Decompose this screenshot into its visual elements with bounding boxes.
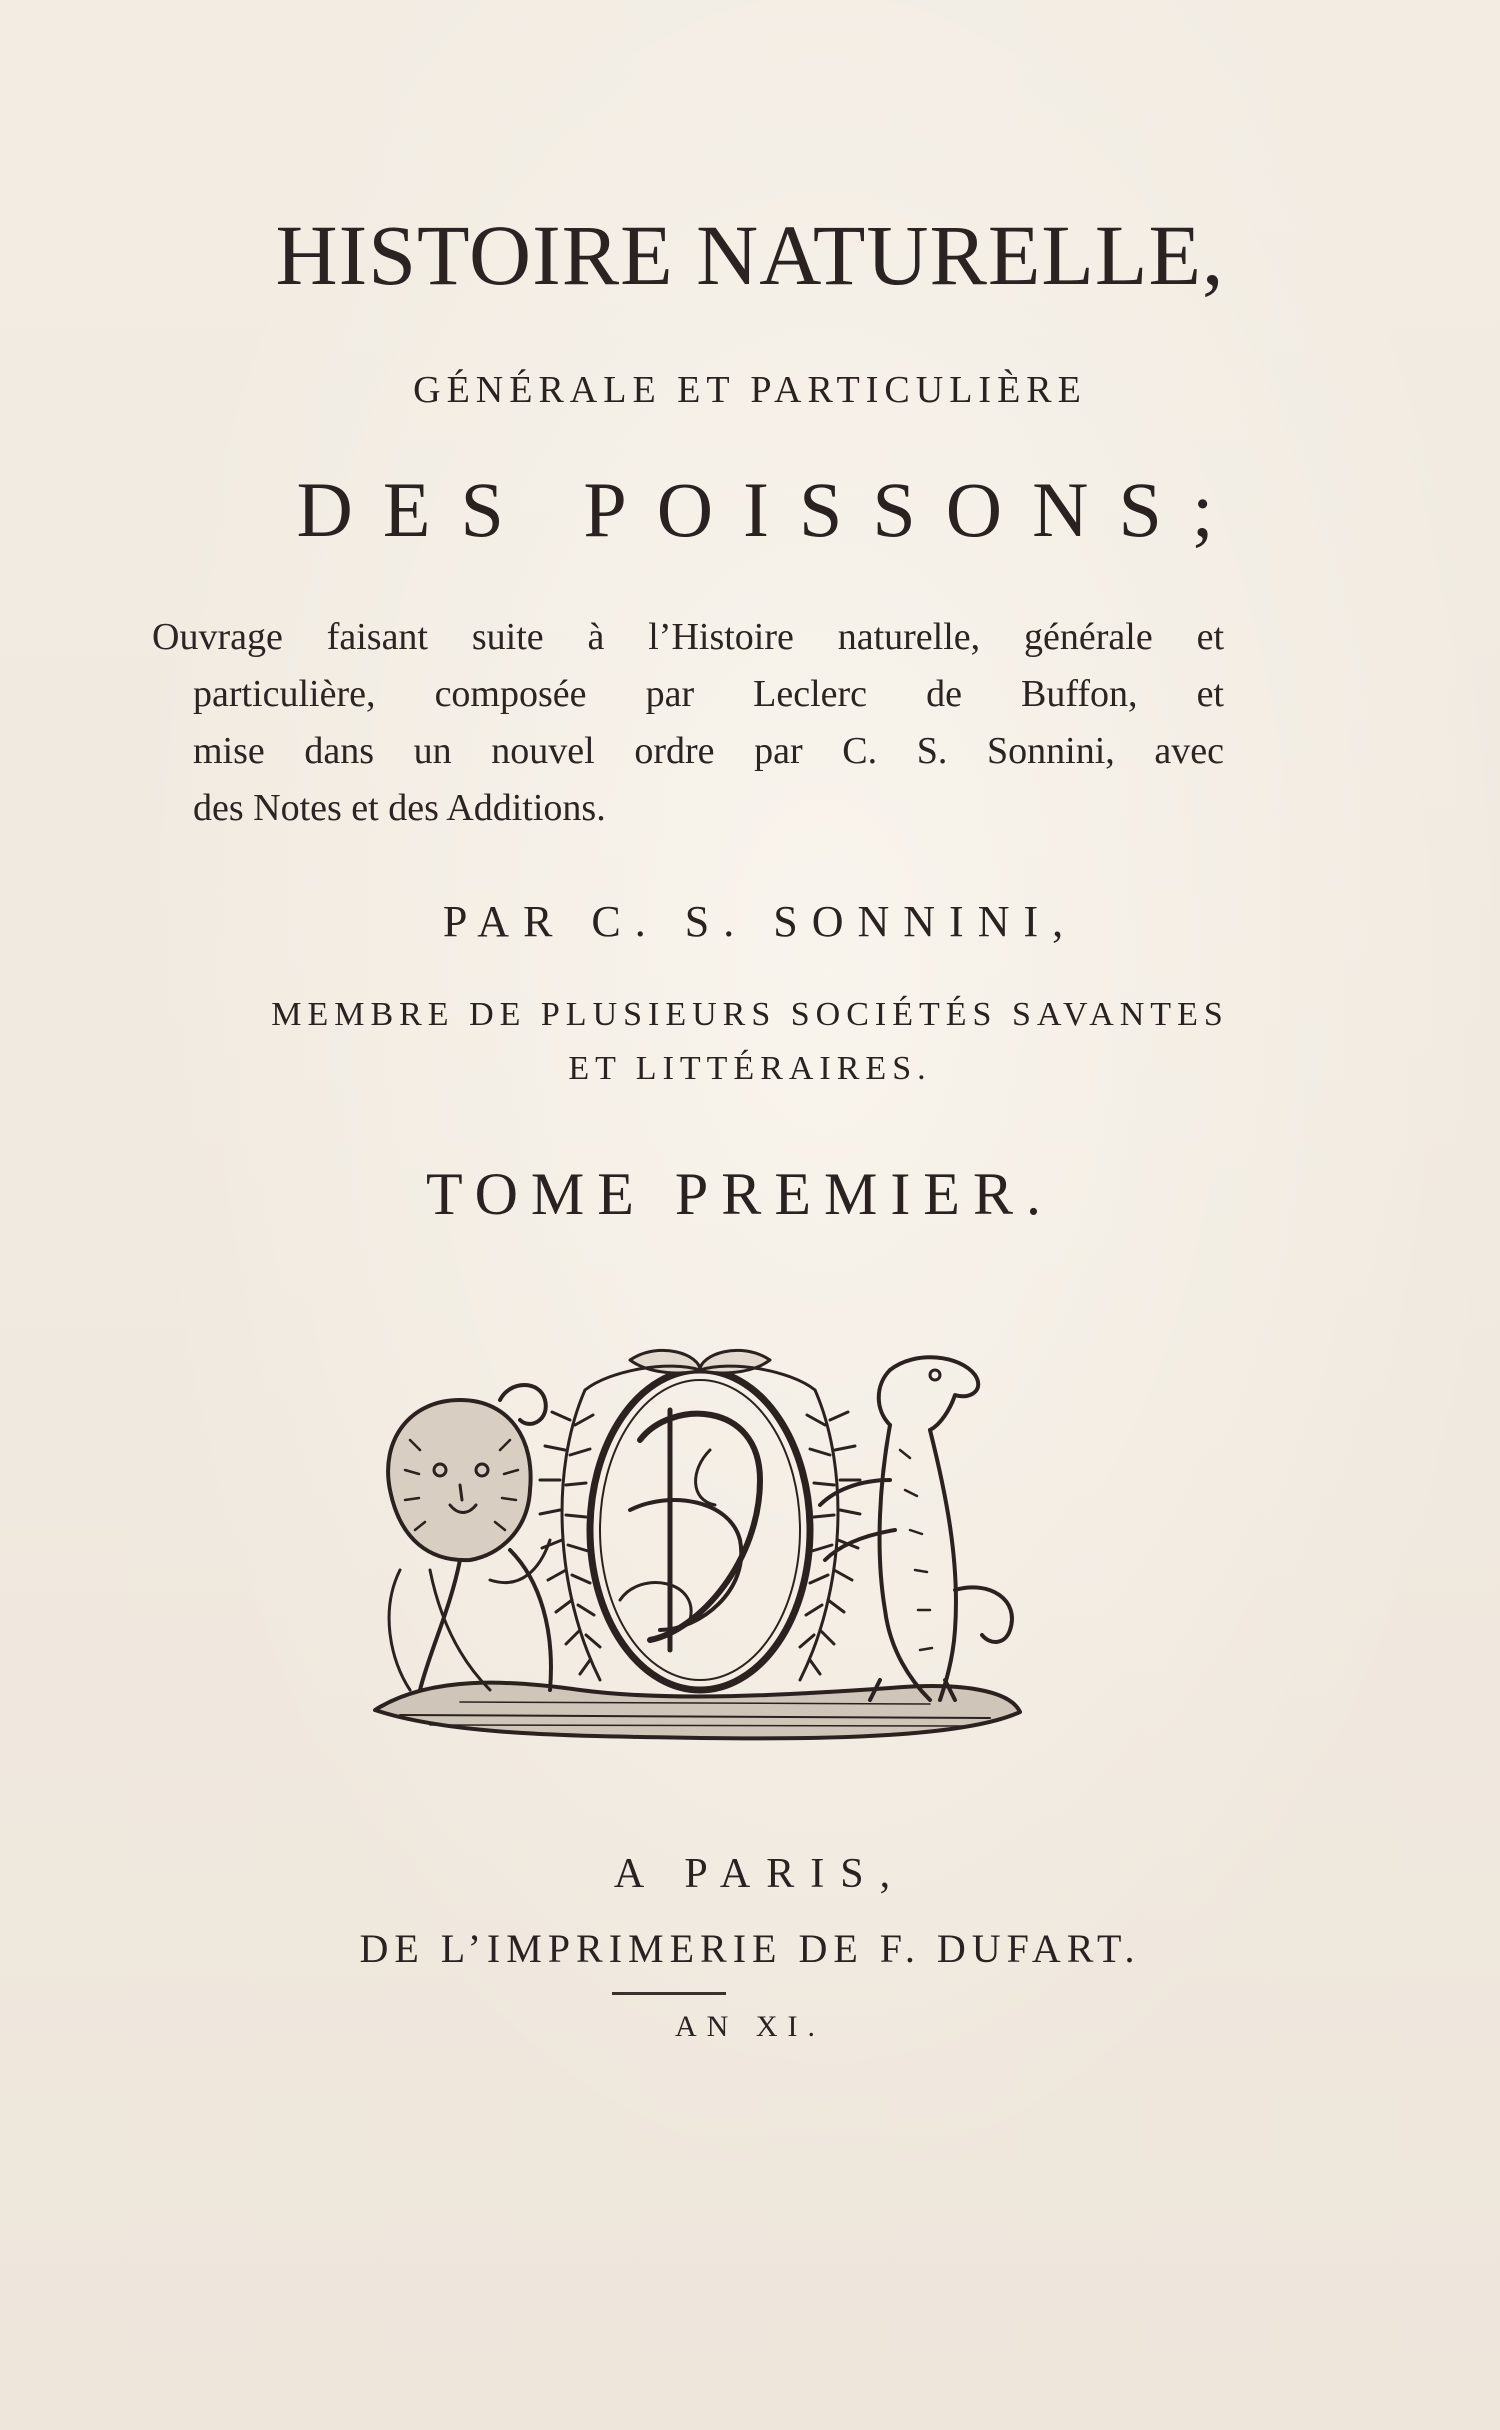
publication-date: AN XI. <box>675 2010 825 2043</box>
description-line: Ouvrage faisant suite à l’Histoire naturelle, générale et <box>152 616 1224 658</box>
author-affiliation: ET LITTÉRAIRES. <box>568 1050 932 1087</box>
description-line: des Notes et des Additions. <box>193 787 606 829</box>
volume-label: TOME PREMIER. <box>426 1161 1054 1227</box>
printer-imprint: DE L’IMPRIMERIE DE F. DUFART. <box>359 1926 1141 1971</box>
book-subject: DES POISSONS; <box>296 466 1244 553</box>
book-subtitle: GÉNÉRALE ET PARTICULIÈRE <box>413 369 1087 411</box>
author-affiliation: MEMBRE DE PLUSIEURS SOCIÉTÉS SAVANTES <box>271 996 1229 1033</box>
book-title: HISTOIRE NATURELLE, <box>275 207 1225 303</box>
lion-dog-monogram-wreath-vignette-icon <box>370 1330 1030 1750</box>
description-line: mise dans un nouvel ordre par C. S. Sonnini, avec <box>193 730 1224 772</box>
publication-place: A PARIS, <box>613 1851 907 1897</box>
author-line: PAR C. S. SONNINI, <box>442 897 1078 946</box>
divider-rule <box>612 1992 726 1995</box>
description-line: particulière, composée par Leclerc de Buffon, et <box>193 673 1224 715</box>
